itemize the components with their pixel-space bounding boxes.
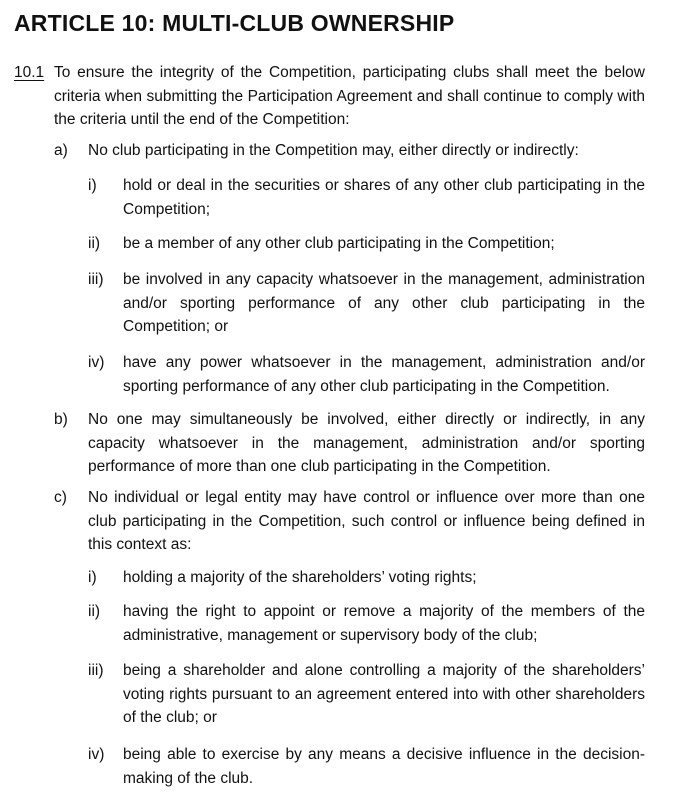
subitem-text-c-iv: being able to exercise by any means a decisive influence in the decision-making of the club. (123, 746, 645, 787)
subitem-text-c-ii: having the right to appoint or remove a majority of the members of the administrative, management or supervisory body of the club; (123, 603, 645, 644)
subitem-label-a-iii: iii) (88, 271, 104, 288)
subitem-label-c-iv: iv) (88, 746, 105, 763)
subitem-text-a-ii: be a member of any other club participating in the Competition; (123, 235, 555, 252)
item-label-c: c) (54, 489, 67, 506)
item-text-a: No club participating in the Competition may, either directly or indirectly: (88, 142, 579, 159)
subitem-text-a-iii: be involved in any capacity whatsoever in the management, administration and/or sporting performance of any other club participating in the Competition; or (123, 271, 645, 335)
subitem-text-a-i: hold or deal in the securities or shares of any other club participating in the Competition; (123, 177, 645, 218)
item-label-b: b) (54, 411, 68, 428)
subitem-label-c-iii: iii) (88, 662, 104, 679)
section-number: 10.1 (14, 64, 45, 81)
subitem-label-a-i: i) (88, 177, 97, 194)
section-text: To ensure the integrity of the Competition, participating clubs shall meet the below criteria when submitting the Participation Agreement and shall continue to comply with the criteria until the end of the Competition: (54, 64, 645, 128)
subitem-text-a-iv: have any power whatsoever in the management, administration and/or sporting performance of any other club participating in the Competition. (123, 354, 645, 395)
subitem-label-a-iv: iv) (88, 354, 105, 371)
item-label-a: a) (54, 142, 68, 159)
article-title: ARTICLE 10: MULTI-CLUB OWNERSHIP (14, 10, 455, 36)
subitem-label-c-ii: ii) (88, 603, 101, 620)
subitem-text-c-iii: being a shareholder and alone controlling a majority of the shareholders’ voting rights pursuant to an agreement entered into with other shareholders of the club; or (123, 662, 645, 726)
item-text-c: No individual or legal entity may have control or influence over more than one club participating in the Competition, such control or influence being defined in this context as: (88, 489, 645, 553)
subitem-text-c-i: holding a majority of the shareholders’ voting rights; (123, 569, 477, 586)
item-text-b: No one may simultaneously be involved, either directly or indirectly, in any capacity whatsoever in the management, administration and/or sporting performance of more than one club participating in the Competition. (88, 411, 645, 475)
subitem-label-a-ii: ii) (88, 235, 101, 252)
subitem-label-c-i: i) (88, 569, 97, 586)
